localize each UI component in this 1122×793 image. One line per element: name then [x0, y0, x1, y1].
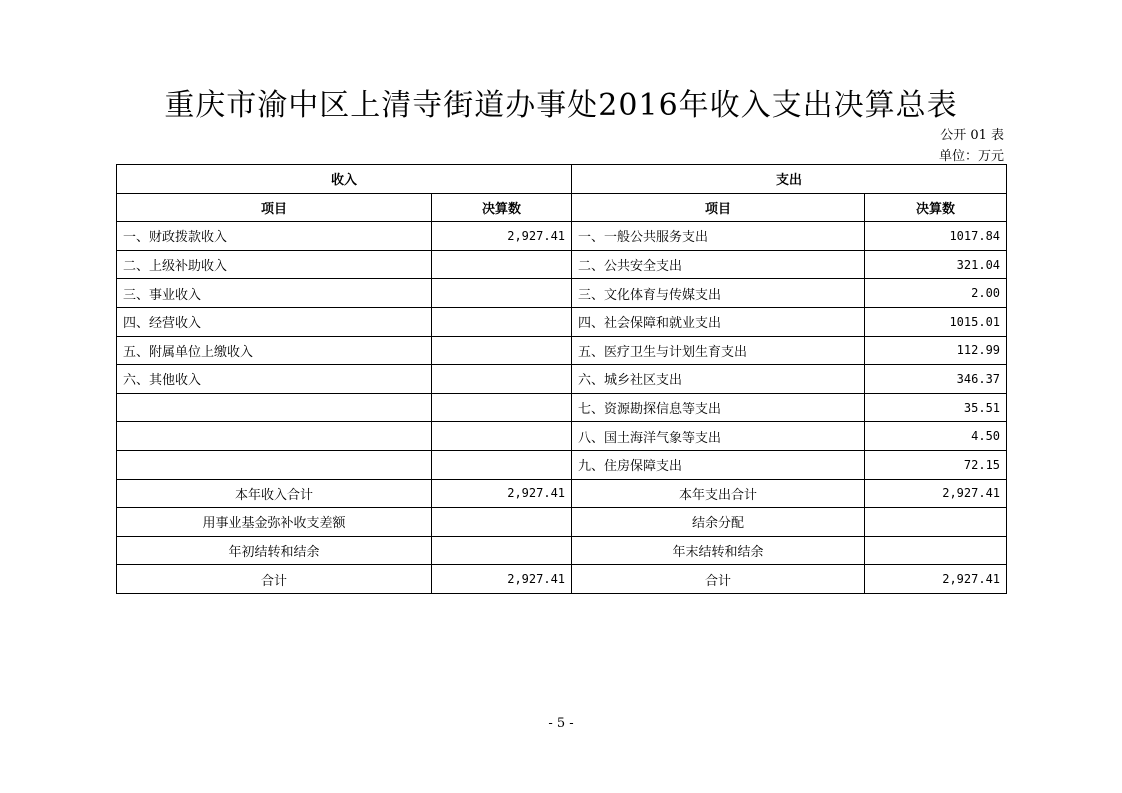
income-item-header: 项目 [117, 193, 432, 222]
income-amount [432, 336, 572, 365]
table-row [117, 307, 1007, 336]
income-item [117, 393, 432, 422]
table-row [117, 450, 1007, 479]
table-row [117, 250, 1007, 279]
expense-item: 四、社会保障和就业支出 [572, 307, 865, 336]
expense-amount: 112.99 [865, 336, 1007, 365]
expense-summary-label: 本年支出合计 [572, 479, 865, 508]
income-group-header: 收入 [117, 165, 572, 194]
table-row [117, 279, 1007, 308]
expense-amount: 1017.84 [865, 222, 1007, 251]
summary-row [117, 479, 1007, 508]
page-number: - 5 - [548, 716, 574, 731]
table-row [117, 336, 1007, 365]
income-amount [432, 393, 572, 422]
income-amount [432, 307, 572, 336]
expense-summary-amount [865, 508, 1007, 537]
income-item: 五、附属单位上缴收入 [117, 336, 432, 365]
income-amount [432, 250, 572, 279]
expense-item: 一、一般公共服务支出 [572, 222, 865, 251]
income-item: 二、上级补助收入 [117, 250, 432, 279]
expense-item: 九、住房保障支出 [572, 450, 865, 479]
expense-amount: 35.51 [865, 393, 1007, 422]
total-row [117, 565, 1007, 594]
expense-summary-amount: 2,927.41 [865, 479, 1007, 508]
income-item: 四、经营收入 [117, 307, 432, 336]
expense-amount: 346.37 [865, 365, 1007, 394]
expense-summary-amount [865, 536, 1007, 565]
column-header-row [117, 193, 1007, 222]
page-title: 重庆市渝中区上清寺街道办事处2016年收入支出决算总表 [164, 88, 958, 123]
income-summary-amount [432, 536, 572, 565]
income-item: 三、事业收入 [117, 279, 432, 308]
table-row [117, 393, 1007, 422]
income-summary-label: 用事业基金弥补收支差额 [117, 508, 432, 537]
table-code: 公开 01 表 [940, 128, 1004, 143]
expense-amount: 1015.01 [865, 307, 1007, 336]
expense-total-amount: 2,927.41 [865, 565, 1007, 594]
expense-total-label: 合计 [572, 565, 865, 594]
expense-item: 七、资源勘探信息等支出 [572, 393, 865, 422]
income-amount [432, 279, 572, 308]
income-amount [432, 365, 572, 394]
income-item: 六、其他收入 [117, 365, 432, 394]
income-amount [432, 422, 572, 451]
income-total-amount: 2,927.41 [432, 565, 572, 594]
expense-amount: 2.00 [865, 279, 1007, 308]
expense-group-header: 支出 [572, 165, 1007, 194]
expense-amount: 321.04 [865, 250, 1007, 279]
expense-item: 六、城乡社区支出 [572, 365, 865, 394]
expense-amount: 4.50 [865, 422, 1007, 451]
summary-row [117, 508, 1007, 537]
income-amount [432, 450, 572, 479]
income-item [117, 422, 432, 451]
summary-row [117, 536, 1007, 565]
expense-summary-label: 年末结转和结余 [572, 536, 865, 565]
budget-table [116, 164, 1007, 594]
expense-item-header: 项目 [572, 193, 865, 222]
expense-amount: 72.15 [865, 450, 1007, 479]
expense-item: 八、国土海洋气象等支出 [572, 422, 865, 451]
income-summary-label: 年初结转和结余 [117, 536, 432, 565]
income-summary-amount: 2,927.41 [432, 479, 572, 508]
table-row [117, 422, 1007, 451]
income-amount-header: 决算数 [432, 193, 572, 222]
expense-summary-label: 结余分配 [572, 508, 865, 537]
income-item: 一、财政拨款收入 [117, 222, 432, 251]
expense-item: 三、文化体育与传媒支出 [572, 279, 865, 308]
table-row [117, 222, 1007, 251]
income-summary-label: 本年收入合计 [117, 479, 432, 508]
unit-label: 单位：万元 [938, 149, 1004, 164]
expense-item: 二、公共安全支出 [572, 250, 865, 279]
income-amount: 2,927.41 [432, 222, 572, 251]
expense-amount-header: 决算数 [865, 193, 1007, 222]
income-summary-amount [432, 508, 572, 537]
group-header-row [117, 165, 1007, 194]
income-total-label: 合计 [117, 565, 432, 594]
expense-item: 五、医疗卫生与计划生育支出 [572, 336, 865, 365]
income-item [117, 450, 432, 479]
table-row [117, 365, 1007, 394]
